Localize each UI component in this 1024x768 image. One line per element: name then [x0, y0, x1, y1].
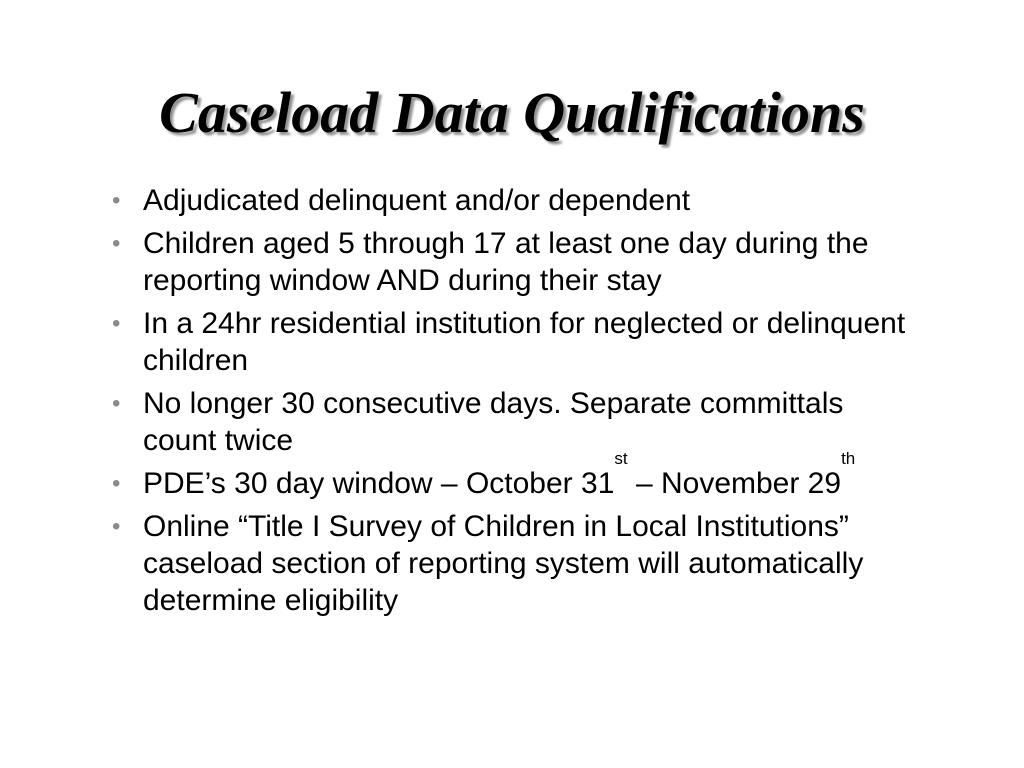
bullet-icon: •	[112, 230, 121, 257]
superscript-ordinal: th	[841, 449, 856, 468]
bullet-item-4	[112, 385, 922, 459]
bullet-text	[143, 449, 856, 500]
bullet-icon: •	[112, 513, 121, 540]
bullet-text: Adjudicated delinquent and/or dependent	[143, 184, 691, 217]
bullet-icon: •	[112, 310, 121, 337]
slide-title: Caseload Data Qualifications	[159, 80, 865, 145]
bullet-icon: •	[112, 187, 121, 214]
superscript-ordinal: st	[614, 449, 628, 468]
bullet-icon: •	[112, 390, 121, 417]
bullet-text: In a 24hr residential institution for neglected or delinquent children	[143, 307, 906, 377]
bullet-text: No longer 30 consecutive days. Separate committals count twice	[143, 387, 844, 457]
bullet-list	[112, 182, 922, 625]
bullet-text: Online “Title I Survey of Children in Local Institutions” caseload section of reporting system will automatically determine eligibility	[143, 510, 864, 617]
bullet-item-5	[112, 449, 922, 502]
bullet-item-3	[112, 305, 922, 379]
bullet-item-1	[112, 182, 922, 219]
bullet-text: Children aged 5 through 17 at least one day during the reporting window AND during their stay	[143, 227, 869, 297]
bullet-text-part: PDE’s 30 day window – October 31	[143, 467, 615, 500]
bullet-text-part: – November 29	[627, 467, 842, 500]
bullet-item-2	[112, 225, 922, 299]
bullet-icon: •	[112, 470, 121, 497]
bullet-item-6	[112, 508, 922, 619]
